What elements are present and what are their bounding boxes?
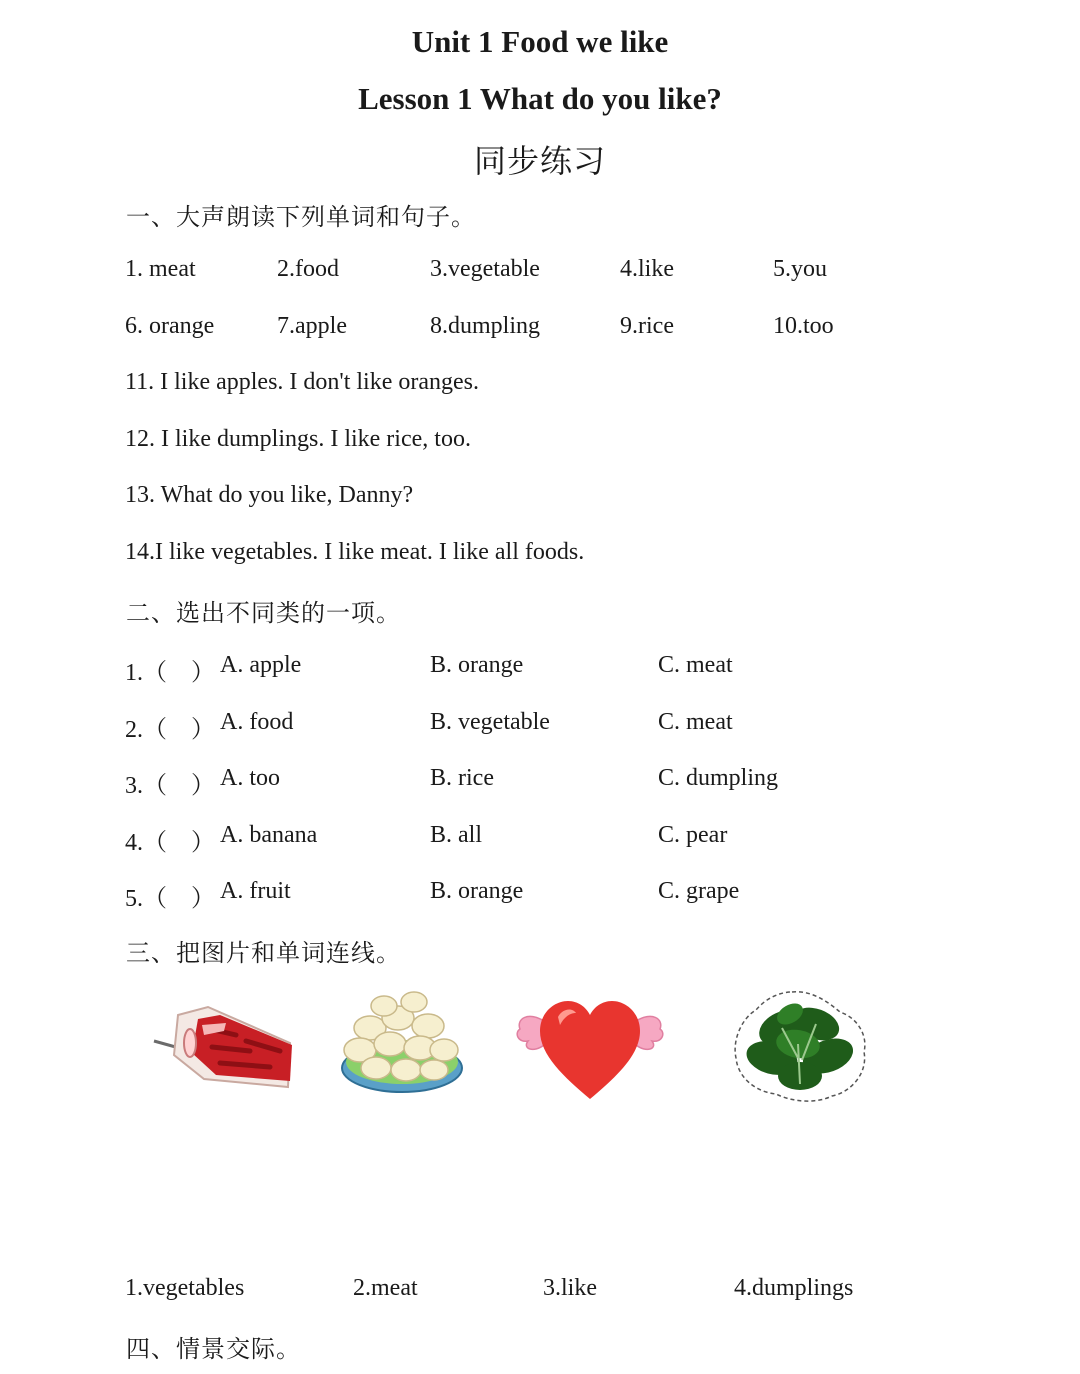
- option-c: C. dumpling: [658, 765, 779, 791]
- match-word: 4.dumplings: [734, 1275, 854, 1301]
- word-item: 3.vegetable: [430, 256, 540, 282]
- option-c: C. meat: [658, 652, 733, 678]
- question-number: 3.（ ）: [125, 773, 215, 799]
- option-c: C. meat: [658, 709, 733, 735]
- practice-title: 同步练习: [473, 143, 606, 179]
- spinach-picture: [732, 988, 870, 1104]
- lesson-title: Lesson 1 What do you like?: [358, 81, 722, 116]
- option-c: C. grape: [658, 878, 740, 904]
- word-item: 8.dumpling: [430, 313, 541, 339]
- match-word: 1.vegetables: [125, 1275, 245, 1301]
- option-a: A. fruit: [220, 878, 291, 904]
- section2-heading: 二、选出不同类的一项。: [126, 601, 401, 627]
- sentence-item: 11. I like apples. I don't like oranges.: [125, 369, 480, 395]
- meat-skewer-picture: [150, 995, 300, 1095]
- word-item: 1. meat: [125, 256, 196, 282]
- word-item: 9.rice: [620, 313, 674, 339]
- question-number: 4.（ ）: [125, 830, 215, 856]
- question-number: 5.（ ）: [125, 886, 215, 912]
- word-item: 2.food: [277, 256, 339, 282]
- option-b: B. orange: [430, 878, 524, 904]
- question-number: 1.（ ）: [125, 660, 215, 686]
- unit-title: Unit 1 Food we like: [411, 24, 669, 59]
- option-c: C. pear: [658, 822, 728, 848]
- word-item: 7.apple: [277, 313, 347, 339]
- option-a: A. banana: [220, 822, 318, 848]
- section4-heading: 四、情景交际。: [126, 1337, 301, 1363]
- option-b: B. orange: [430, 652, 524, 678]
- word-item: 10.too: [773, 313, 834, 339]
- sentence-item: 14.I like vegetables. I like meat. I like all foods.: [125, 539, 585, 565]
- option-a: A. apple: [220, 652, 302, 678]
- word-item: 5.you: [773, 256, 827, 282]
- match-word: 3.like: [543, 1275, 597, 1301]
- dumplings-plate-picture: [336, 988, 468, 1096]
- sentence-item: 13. What do you like, Danny?: [125, 482, 414, 508]
- section3-heading: 三、把图片和单词连线。: [126, 941, 401, 967]
- option-b: B. vegetable: [430, 709, 550, 735]
- winged-heart-picture: [514, 995, 666, 1103]
- option-a: A. food: [220, 709, 294, 735]
- section1-heading: 一、大声朗读下列单词和句子。: [126, 205, 476, 231]
- sentence-item: 12. I like dumplings. I like rice, too.: [125, 426, 471, 452]
- word-item: 6. orange: [125, 313, 215, 339]
- question-number: 2.（ ）: [125, 717, 215, 743]
- option-a: A. too: [220, 765, 280, 791]
- match-word: 2.meat: [353, 1275, 418, 1301]
- option-b: B. rice: [430, 765, 494, 791]
- option-b: B. all: [430, 822, 482, 848]
- word-item: 4.like: [620, 256, 674, 282]
